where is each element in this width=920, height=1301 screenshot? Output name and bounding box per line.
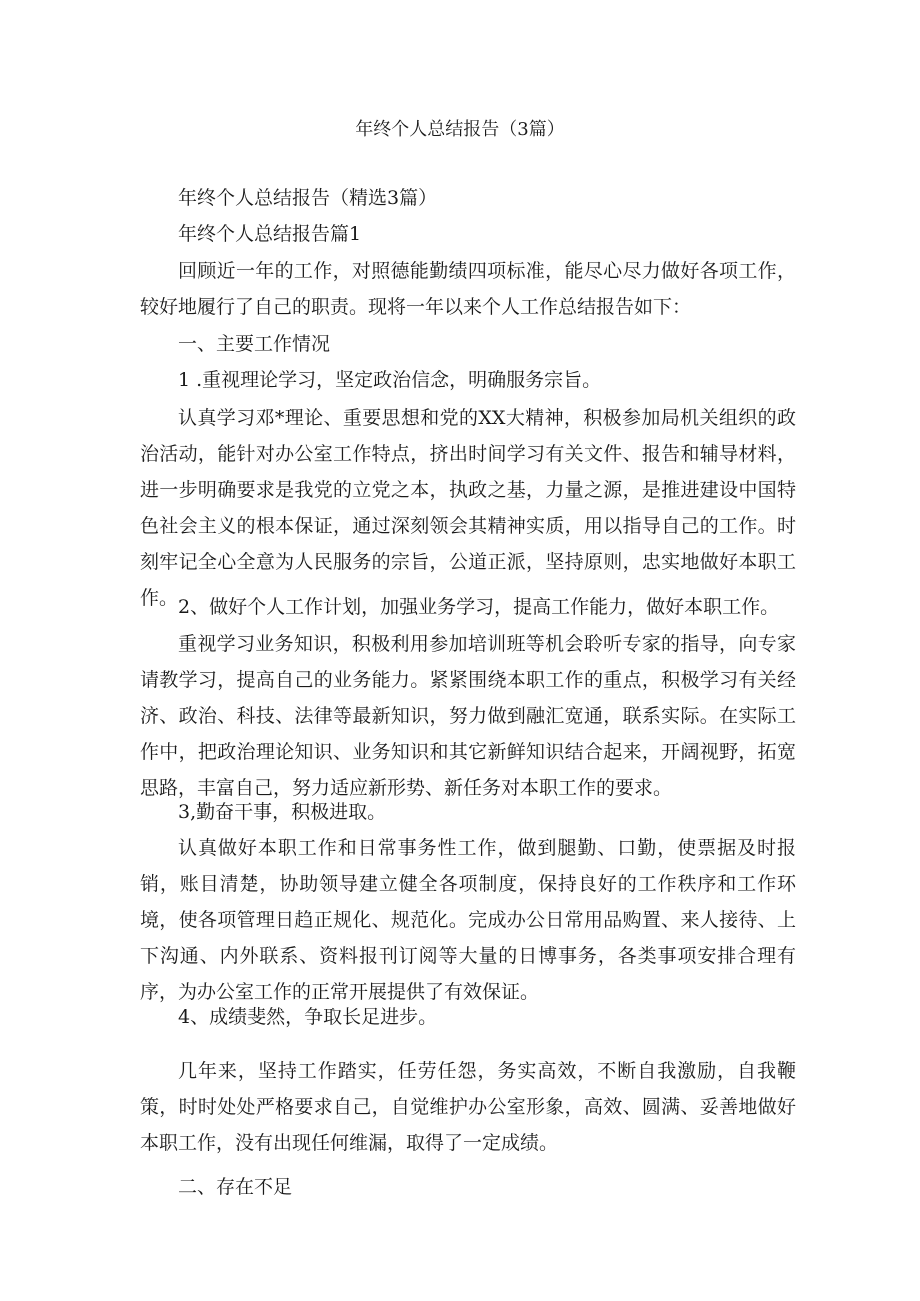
subtitle: 年终个人总结报告（精选3篇） [178,187,438,209]
subsection-heading: 1 .重视理论学习，坚定政治信念，明确服务宗旨。 [178,369,602,391]
section-heading: 二、存在不足 [178,1176,293,1198]
subsection-heading: 4、成绩斐然，争取长足进步。 [178,1006,438,1028]
paragraph: 几年来，坚持工作踏实，任劳任怨，务实高效，不断自我激励，自我鞭策，时时处处严格要求自己，自觉维护办公室形象，高效、圆满、妥善地做好本职工作，没有出现任何维漏，取得了一定成绩。 [140,1060,796,1154]
paragraph: 认真做好本职工作和日常事务性工作，做到腿勤、口勤，使票据及时报销，账目清楚，协助领导建立健全各项制度，保持良好的工作秩序和工作环境，使各项管理日趋正规化、规范化。完成办公日常用品购置、来人接待、上下沟通、内外联系、资料报刊订阅等大量的日博事务，各类事项安排合理有序，为办公室工作的正常开展提供了有效保证。 [140,837,796,1003]
paragraph: 重视学习业务知识，积极利用参加培训班等机会聆听专家的指导，向专家请教学习，提高自己的业务能力。紧紧围绕本职工作的重点，积极学习有关经济、政治、科技、法律等最新知识，努力做到融汇宽通，联系实际。在实际工作中，把政治理论知识、业务知识和其它新鲜知识结合起来，开阔视野，拓宽思路，丰富自己，努力适应新形势、新任务对本职工作的要求。 [140,633,796,799]
document-title: 年终个人总结报告（3篇） [355,119,565,140]
subsection-heading: 2、做好个人工作计划，加强业务学习，提高工作能力，做好本职工作。 [178,596,780,618]
section-heading: 一、主要工作情况 [178,333,331,355]
subsection-heading: 3,勤奋干事，积极进取。 [178,801,387,823]
paragraph: 回顾近一年的工作，对照德能勤绩四项标准，能尽心尽力做好各项工作，较好地履行了自己的职责。现将一年以来个人工作总结报告如下： [140,260,796,318]
paragraph: 认真学习邓*理论、重要思想和党的XX大精神，积极参加局机关组织的政治活动，能针对办公室工作特点，挤出时间学习有关文件、报告和辅导材料，进一步明确要求是我党的立党之本，执政之基，力量之源，是推进建设中国特色社会主义的根本保证，通过深刻领会其精神实质，用以指导自己的工作。时刻牢记全心全意为人民服务的宗旨，公道正派，坚持原则，忠实地做好本职工作。 [140,407,796,609]
section-heading: 年终个人总结报告篇1 [178,223,362,245]
